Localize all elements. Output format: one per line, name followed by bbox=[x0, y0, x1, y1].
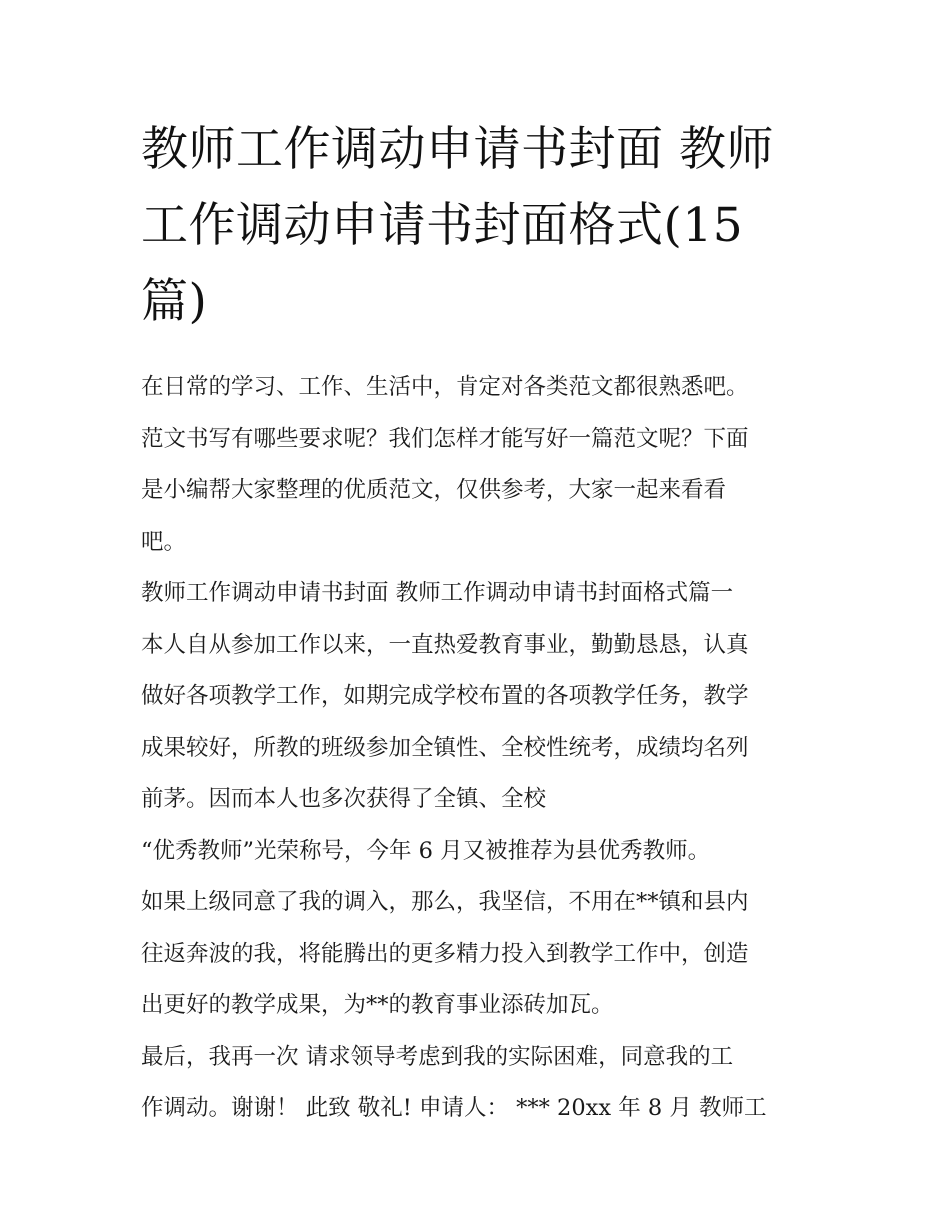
document-content bbox=[141, 112, 813, 1135]
title-line: 工作调动申请书封面格式(15 bbox=[141, 198, 744, 253]
text-line: 是小编帮大家整理的优质范文，仅供参考，大家一起来看看 bbox=[141, 477, 727, 503]
document-body bbox=[141, 362, 813, 1135]
text-line: 作调动。谢谢！ 此致 敬礼! 申请人： *** 20xx 年 8 月 教师工 bbox=[141, 1095, 767, 1121]
body-paragraph bbox=[141, 826, 813, 878]
document-title bbox=[141, 112, 813, 340]
body-paragraph bbox=[141, 877, 813, 1032]
text-line: 往返奔波的我，将能腾出的更多精力投入到教学工作中，创造 bbox=[141, 940, 749, 967]
text-line: 本人自从参加工作以来，一直热爱教育事业，勤勤恳恳，认真 bbox=[141, 631, 749, 658]
intro-paragraph bbox=[141, 362, 813, 568]
title-line: 教师工作调动申请书封面 教师 bbox=[141, 122, 774, 177]
title-line: 篇) bbox=[141, 274, 208, 329]
text-line: 成果较好，所教的班级参加全镇性、全校性统考，成绩均名列 bbox=[141, 734, 749, 761]
text-line: 吧。 bbox=[141, 528, 187, 555]
text-line: 在日常的学习、工作、生活中，肯定对各类范文都很熟悉吧。 bbox=[141, 374, 749, 400]
text-line: 前茅。因而本人也多次获得了全镇、全校 bbox=[141, 786, 547, 812]
text-line: 做好各项教学工作，如期完成学校布置的各项教学任务，教学 bbox=[141, 683, 749, 709]
text-line: 教师工作调动申请书封面 教师工作调动申请书封面格式篇一 bbox=[141, 580, 734, 606]
body-paragraph bbox=[141, 620, 813, 826]
section-heading-paragraph bbox=[141, 568, 813, 620]
text-line: “优秀教师”光荣称号，今年 6 月又被推荐为县优秀教师。 bbox=[141, 837, 711, 864]
text-line: 如果上级同意了我的调入，那么，我坚信，不用在**镇和县内 bbox=[141, 889, 749, 915]
closing-paragraph bbox=[141, 1032, 813, 1135]
text-line: 范文书写有哪些要求呢？我们怎样才能写好一篇范文呢？下面 bbox=[141, 425, 749, 452]
text-line: 最后，我再一次 请求领导考虑到我的实际困难，同意我的工 bbox=[141, 1043, 734, 1070]
text-line: 出更好的教学成果，为**的教育事业添砖加瓦。 bbox=[141, 992, 614, 1018]
